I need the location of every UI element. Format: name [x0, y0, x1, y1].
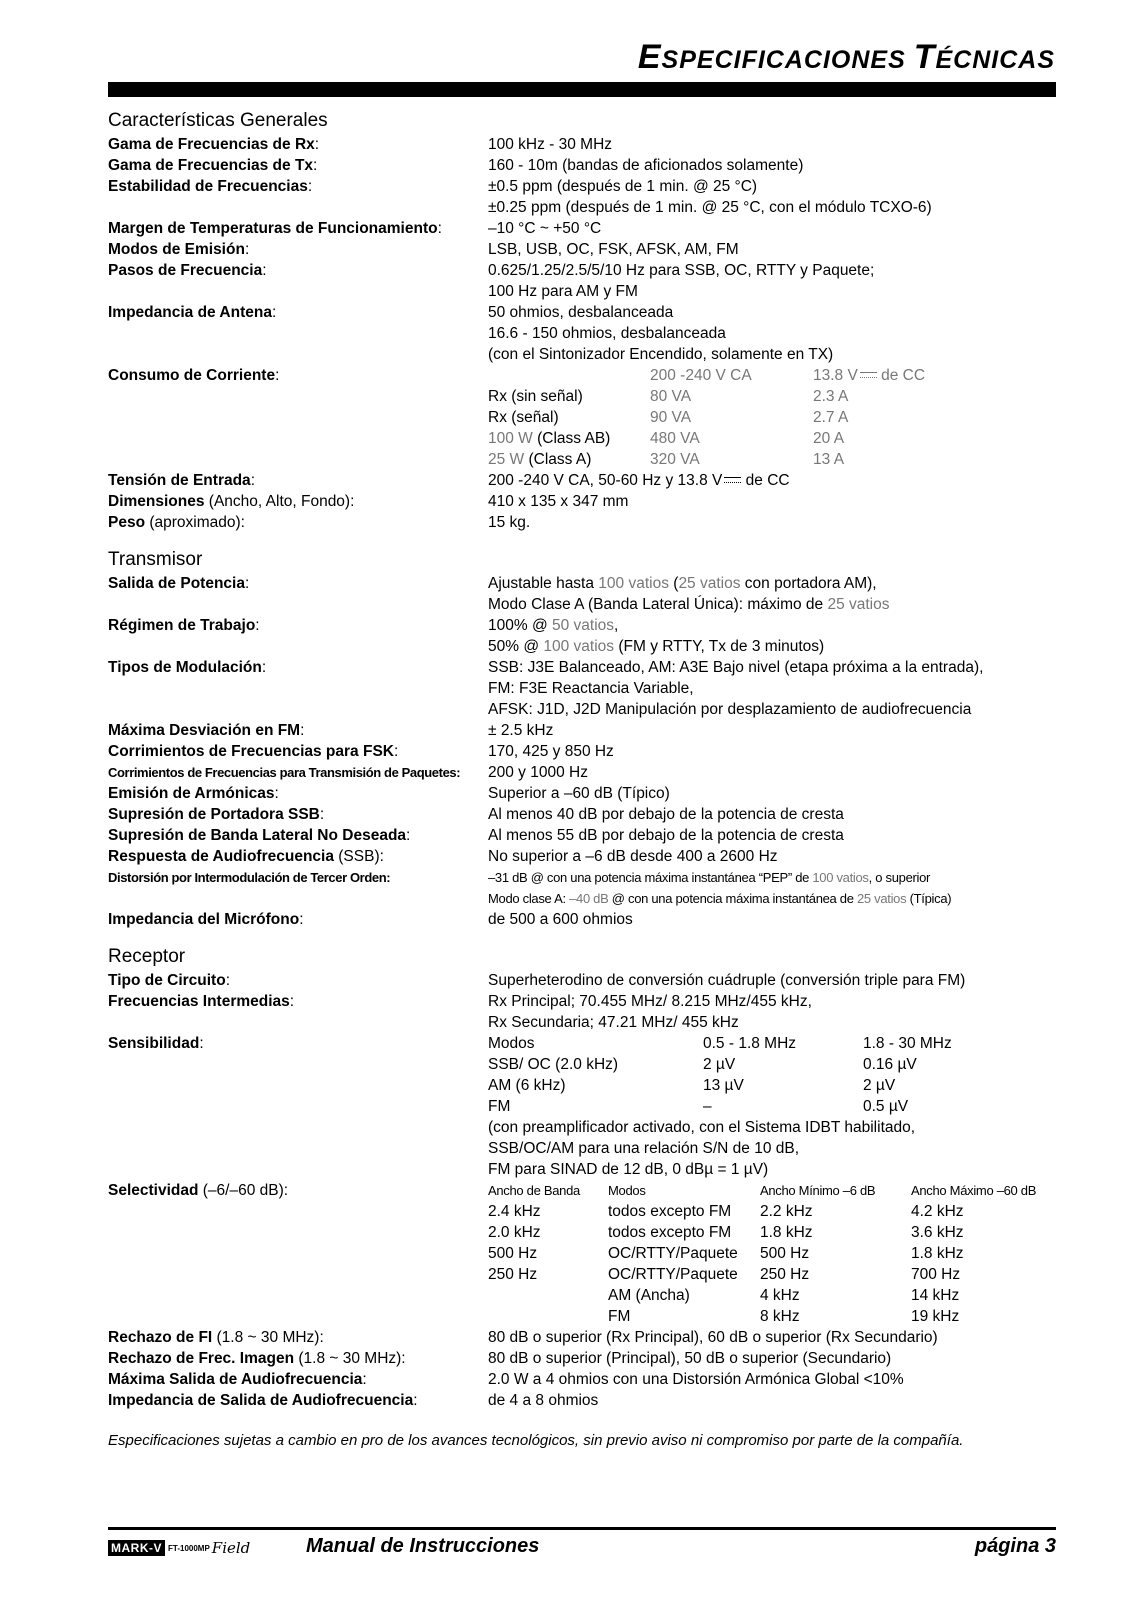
spec-row: Salida de Potencia: Ajustable hasta 100 vatios (25 vatios con portadora AM), — [108, 575, 877, 592]
spec-row: Impedancia de Salida de Audiofrecuencia: de 4 a 8 ohmios — [108, 1392, 599, 1409]
spec-row: Peso (aproximado): 15 kg. — [108, 514, 531, 531]
spec-row: Distorsión por Intermodulación de Tercer Orden: –31 dB @ con una potencia máxima instantánea “PEP” de 100 vatios, o superior — [108, 870, 931, 885]
spec-row: Máxima Salida de Audiofrecuencia: 2.0 W a 4 ohmios con una Distorsión Armónica Global <10% — [108, 1371, 904, 1388]
spec-row-cont: (con preamplificador activado, con el Sistema IDBT habilitado, — [488, 1119, 916, 1136]
spec-row-cont: 100 Hz para AM y FM — [488, 283, 638, 300]
spec-row: Tipos de Modulación: SSB: J3E Balanceado, AM: A3E Bajo nivel (etapa próxima a la entrada), — [108, 659, 984, 676]
spec-row: Régimen de Trabajo: 100% @ 50 vatios, — [108, 617, 619, 634]
spec-row-cont: SSB/OC/AM para una relación S/N de 10 dB, — [488, 1140, 800, 1157]
spec-row-cont: 50% @ 100 vatios (FM y RTTY, Tx de 3 minutos) — [488, 638, 825, 655]
manual-title: Manual de Instrucciones — [306, 1535, 540, 1557]
spec-content — [108, 108, 1058, 1411]
spec-row: Rechazo de Frec. Imagen (1.8 ~ 30 MHz): 80 dB o superior (Principal), 50 dB o superior (Secundario) — [108, 1350, 892, 1367]
dc-symbol-icon — [724, 475, 741, 487]
selectivity-row: 250 Hz OC/RTTY/Paquete 250 Hz 700 Hz — [488, 1266, 961, 1283]
selectivity-row: AM (Ancha) 4 kHz 14 kHz — [608, 1287, 960, 1304]
spec-row: Tipo de Circuito: Superheterodino de conversión cuádruple (conversión triple para FM) — [108, 972, 966, 989]
consumption-row: Rx (sin señal) 80 VA 2.3 A — [488, 388, 849, 405]
spec-row-cont: 16.6 - 150 ohmios, desbalanceada — [488, 325, 726, 342]
spec-row: Modos de Emisión: LSB, USB, OC, FSK, AFSK, AM, FM — [108, 241, 739, 258]
sensitivity-row: FM – 0.5 µV — [488, 1098, 909, 1115]
spec-row: Gama de Frecuencias de Tx: 160 - 10m (bandas de aficionados solamente) — [108, 157, 804, 174]
selectivity-row: 500 Hz OC/RTTY/Paquete 500 Hz 1.8 kHz — [488, 1245, 964, 1262]
spec-row: Frecuencias Intermedias: Rx Principal; 70.455 MHz/ 8.215 MHz/455 kHz, — [108, 993, 812, 1010]
spec-row: Máxima Desviación en FM: ± 2.5 kHz — [108, 722, 554, 739]
spec-row: Margen de Temperaturas de Funcionamiento: –10 °C ~ +50 °C — [108, 220, 602, 237]
page-number: página 3 — [974, 1535, 1056, 1557]
page-footer — [108, 1534, 1056, 1564]
spec-row-cont: ±0.25 ppm (después de 1 min. @ 25 °C, con el módulo TCXO-6) — [488, 199, 932, 216]
section-heading-transmitter: Transmisor — [108, 549, 203, 570]
spec-row-cont: FM: F3E Reactancia Variable, — [488, 680, 694, 697]
spec-row: Consumo de Corriente: 200 -240 V CA 13.8 V de CC — [108, 367, 926, 384]
selectivity-row: 2.4 kHz todos excepto FM 2.2 kHz 4.2 kHz — [488, 1203, 964, 1220]
spec-row: Gama de Frecuencias de Rx: 100 kHz - 30 MHz — [108, 136, 613, 153]
spec-row: Impedancia del Micrófono: de 500 a 600 ohmios — [108, 911, 633, 928]
spec-row: Sensibilidad: Modos 0.5 - 1.8 MHz 1.8 - 30 MHz — [108, 1035, 952, 1052]
spec-row: Supresión de Banda Lateral No Deseada: Al menos 55 dB por debajo de la potencia de cresta — [108, 827, 844, 844]
spec-row-cont: (con el Sintonizador Encendido, solamente en TX) — [488, 346, 834, 363]
footer-rule — [108, 1527, 1056, 1530]
spec-row-cont: Modo Clase A (Banda Lateral Única): máximo de 25 vatios — [488, 596, 890, 613]
selectivity-row: FM 8 kHz 19 kHz — [608, 1308, 960, 1325]
spec-row: Emisión de Armónicas: Superior a –60 dB (Típico) — [108, 785, 670, 802]
spec-row: Dimensiones (Ancho, Alto, Fondo): 410 x 135 x 347 mm — [108, 493, 629, 510]
spec-row: Corrimientos de Frecuencias para FSK: 170, 425 y 850 Hz — [108, 743, 614, 760]
header-rule — [108, 82, 1056, 97]
spec-row-cont: Modo clase A: –40 dB @ con una potencia máxima instantánea de 25 vatios (Típica) — [488, 891, 952, 906]
spec-row: Pasos de Frecuencia: 0.625/1.25/2.5/5/10 Hz para SSB, OC, RTTY y Paquete; — [108, 262, 875, 279]
sensitivity-row: SSB/ OC (2.0 kHz) 2 µV 0.16 µV — [488, 1056, 917, 1073]
consumption-row: Rx (señal) 90 VA 2.7 A — [488, 409, 849, 426]
spec-row: Estabilidad de Frecuencias: ±0.5 ppm (después de 1 min. @ 25 °C) — [108, 178, 758, 195]
spec-row: Rechazo de FI (1.8 ~ 30 MHz): 80 dB o superior (Rx Principal), 60 dB o superior (Rx Secundario) — [108, 1329, 938, 1346]
consumption-row: 25 W (Class A) 320 VA 13 A — [488, 451, 845, 468]
spec-row: Supresión de Portadora SSB: Al menos 40 dB por debajo de la potencia de cresta — [108, 806, 844, 823]
consumption-row: 100 W (Class AB) 480 VA 20 A — [488, 430, 845, 447]
product-logo: MARK-V FT-1000MP Field — [108, 1539, 250, 1557]
dc-symbol-icon — [860, 370, 877, 382]
spec-row: Corrimientos de Frecuencias para Transmisión de Paquetes: 200 y 1000 Hz — [108, 764, 588, 781]
spec-row-cont: FM para SINAD de 12 dB, 0 dBµ = 1 µV) — [488, 1161, 769, 1178]
spec-row: Impedancia de Antena: 50 ohmios, desbalanceada — [108, 304, 674, 321]
spec-row-cont: Rx Secundaria; 47.21 MHz/ 455 kHz — [488, 1014, 739, 1031]
sensitivity-row: AM (6 kHz) 13 µV 2 µV — [488, 1077, 896, 1094]
spec-row: Respuesta de Audiofrecuencia (SSB): No superior a –6 dB desde 400 a 2600 Hz — [108, 848, 778, 865]
spec-row: Tensión de Entrada: 200 -240 V CA, 50-60 Hz y 13.8 V de CC — [108, 472, 790, 489]
spec-row: Selectividad (–6/–60 dB): Ancho de Banda Modos Ancho Mínimo –6 dB Ancho Máximo –60 dB — [108, 1182, 1037, 1199]
section-heading-general: Características Generales — [108, 110, 328, 131]
selectivity-row: 2.0 kHz todos excepto FM 1.8 kHz 3.6 kHz — [488, 1224, 964, 1241]
page-title: ESPECIFICACIONES TÉCNICAS — [637, 38, 1055, 76]
spec-row-cont: AFSK: J1D, J2D Manipulación por desplazamiento de audiofrecuencia — [488, 701, 972, 718]
disclaimer-note: Especificaciones sujetas a cambio en pro de los avances tecnológicos, sin previo aviso ni compromiso por parte de la compañía. — [108, 1432, 964, 1449]
section-heading-receiver: Receptor — [108, 946, 186, 967]
